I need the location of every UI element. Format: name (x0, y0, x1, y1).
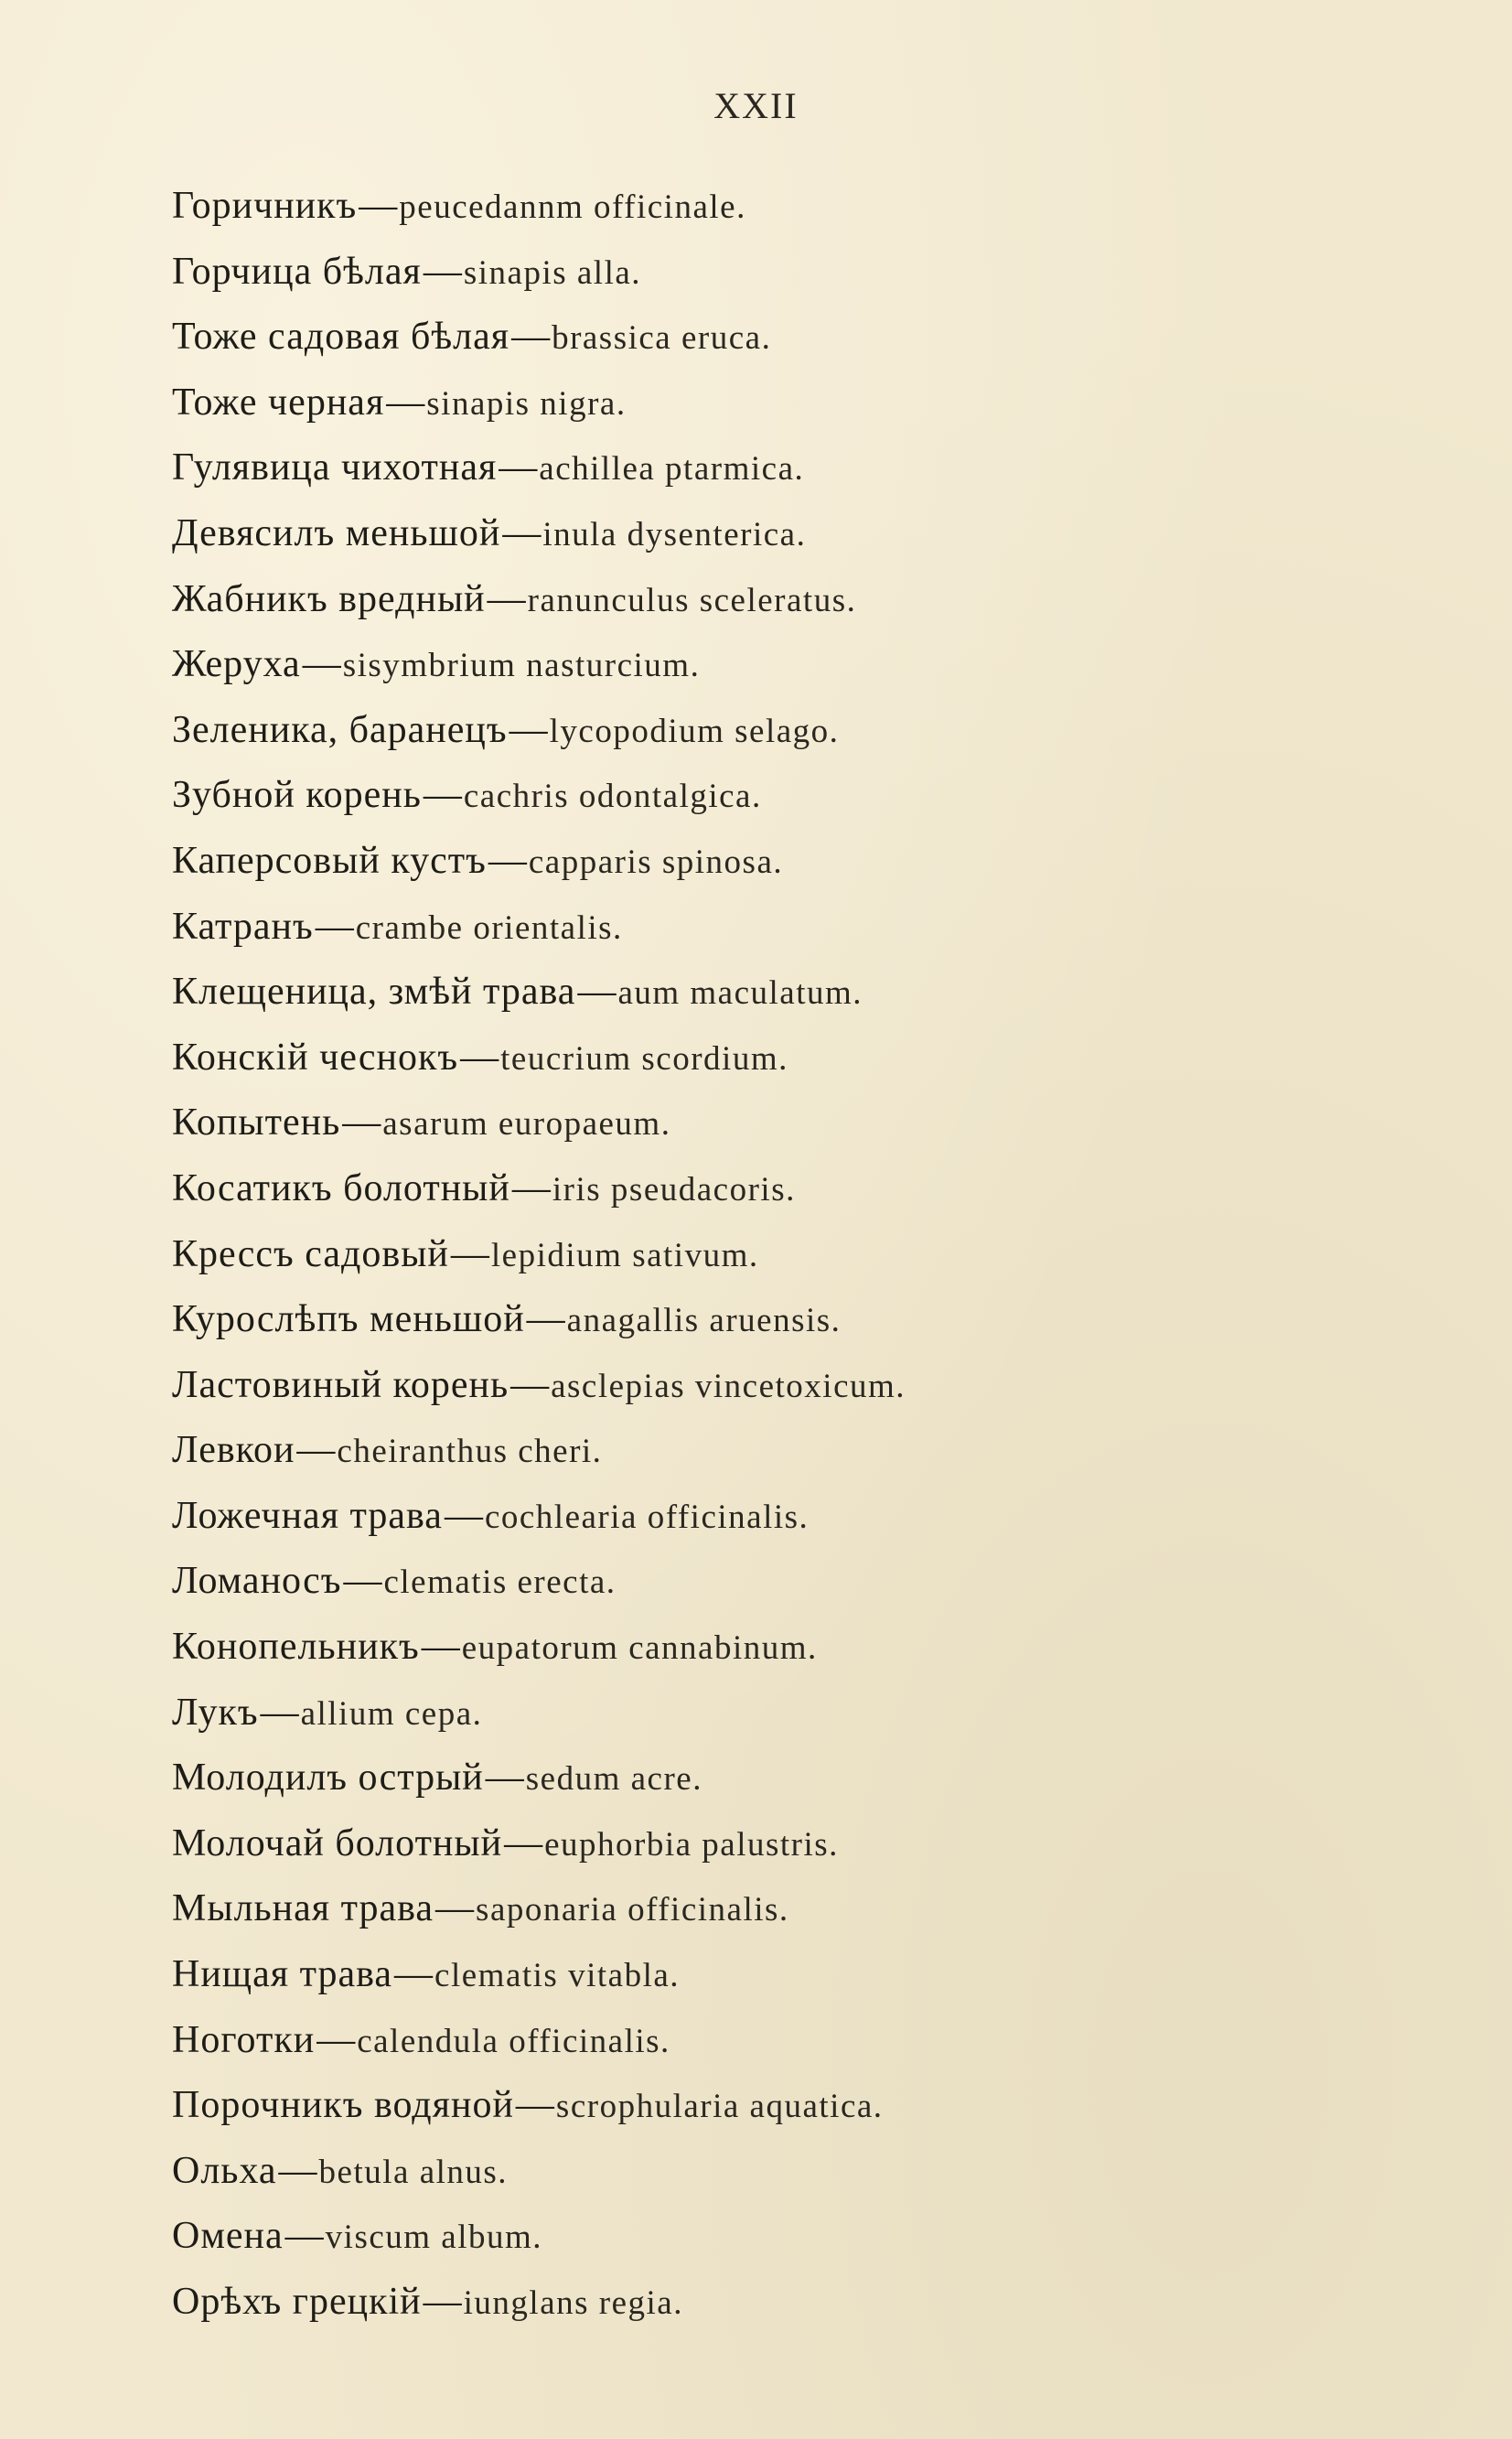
plant-entry (172, 960, 1361, 1026)
name-separator: — (315, 905, 354, 948)
name-separator: — (444, 1494, 483, 1537)
russian-name: Молочай болотный (172, 1821, 503, 1864)
name-separator: — (509, 708, 548, 751)
plant-entry (172, 371, 1361, 436)
name-separator: — (502, 511, 542, 554)
plant-entry (172, 763, 1361, 829)
plant-entry (172, 1942, 1361, 2008)
plant-entry (172, 1353, 1361, 1419)
plant-entry (172, 567, 1361, 633)
russian-name: Жабникъ вредный (172, 577, 486, 620)
plant-entry (172, 1876, 1361, 1942)
name-separator: — (510, 1363, 550, 1406)
plant-entry (172, 2204, 1361, 2270)
russian-name: Конскій чеснокъ (172, 1036, 459, 1079)
latin-name: sedum acre. (525, 1760, 702, 1799)
plant-entry (172, 698, 1361, 764)
latin-name: asarum europaeum. (382, 1105, 671, 1144)
name-separator: — (423, 2281, 462, 2323)
name-separator: — (488, 839, 527, 882)
name-separator: — (342, 1101, 381, 1144)
plant-entry (172, 1222, 1361, 1288)
name-separator: — (284, 2215, 324, 2258)
plant-name-list (172, 174, 1361, 2336)
name-separator: — (577, 971, 617, 1014)
russian-name: Нищая трава (172, 1953, 393, 1996)
name-separator: — (435, 1887, 475, 1930)
name-separator: — (504, 1821, 543, 1864)
name-separator: — (343, 1560, 382, 1603)
name-separator: — (421, 1626, 460, 1669)
russian-name: Крессъ садовый (172, 1232, 449, 1275)
plant-entry (172, 435, 1361, 501)
latin-name: sisymbrium nasturcium. (342, 647, 701, 685)
name-separator: — (359, 185, 398, 227)
latin-name: lepidium sativum. (490, 1236, 759, 1274)
latin-name: clematis erecta. (383, 1563, 617, 1602)
plant-entry (172, 1549, 1361, 1615)
latin-name: saponaria officinalis. (476, 1891, 789, 1929)
page-number: XXII (713, 85, 799, 126)
latin-name: cachris odontalgica. (463, 778, 762, 816)
latin-name: betula alnus. (318, 2153, 509, 2191)
russian-name: Каперсовый кустъ (172, 839, 487, 882)
russian-name: Ольха (172, 2149, 277, 2192)
latin-name: achillea ptarmica. (539, 450, 805, 489)
russian-name: Ложечная трава (172, 1494, 443, 1537)
russian-name: Конопельникъ (172, 1626, 420, 1669)
russian-name: Мыльная трава (172, 1887, 434, 1930)
latin-name: sinapis alla. (463, 253, 642, 292)
name-separator: — (296, 1429, 336, 1472)
russian-name: Левкои (172, 1429, 295, 1472)
russian-name: Девясилъ меньшой (172, 511, 501, 554)
latin-name: lycopodium selago. (549, 712, 840, 750)
russian-name: Ластовиный корень (172, 1363, 509, 1406)
russian-name: Омена (172, 2215, 284, 2258)
plant-entry (172, 174, 1361, 240)
russian-name: Жеруха (172, 643, 301, 686)
russian-name: Зеленика, баранецъ (172, 708, 508, 751)
latin-name: brassica eruca. (552, 319, 772, 358)
plant-entry (172, 2008, 1361, 2074)
latin-name: euphorbia palustris. (544, 1825, 839, 1864)
russian-name: Катранъ (172, 905, 314, 948)
plant-entry (172, 1091, 1361, 1156)
plant-entry (172, 1746, 1361, 1811)
plant-entry (172, 2270, 1361, 2336)
russian-name: Ломаносъ (172, 1560, 342, 1603)
name-separator: — (316, 2018, 356, 2061)
russian-name: Горичникъ (172, 185, 358, 227)
russian-name: Копытень (172, 1101, 341, 1144)
latin-name: crambe orientalis. (355, 908, 623, 947)
name-separator: — (423, 250, 462, 293)
russian-name: Горчица бѣлая (172, 250, 422, 293)
plant-entry (172, 240, 1361, 306)
name-separator: — (386, 381, 425, 424)
latin-name: peucedannm officinale. (399, 188, 746, 226)
russian-name: Зубной корень (172, 774, 422, 817)
name-separator: — (278, 2149, 317, 2192)
latin-name: iris pseudacoris. (552, 1170, 796, 1209)
russian-name: Ноготки (172, 2018, 316, 2061)
latin-name: teucrium scordium. (500, 1039, 788, 1078)
name-separator: — (487, 577, 526, 620)
plant-entry (172, 1287, 1361, 1353)
latin-name: cheiranthus cheri. (337, 1433, 603, 1471)
russian-name: Клещеница, змѣй трава (172, 971, 576, 1014)
plant-entry (172, 1681, 1361, 1746)
plant-entry (172, 2073, 1361, 2139)
name-separator: — (485, 1757, 524, 1800)
name-separator: — (511, 1166, 551, 1209)
plant-entry (172, 305, 1361, 371)
name-separator: — (450, 1232, 489, 1275)
name-separator: — (499, 446, 538, 489)
plant-entry (172, 1156, 1361, 1222)
latin-name: calendula officinalis. (357, 2022, 670, 2060)
russian-name: Порочникъ водяной (172, 2084, 514, 2127)
latin-name: aum maculatum. (617, 974, 863, 1013)
latin-name: viscum album. (325, 2219, 543, 2257)
plant-entry (172, 829, 1361, 895)
name-separator: — (460, 1036, 499, 1079)
plant-entry (172, 1811, 1361, 1877)
plant-entry (172, 1484, 1361, 1550)
russian-name: Молодилъ острый (172, 1757, 484, 1800)
latin-name: ranunculus sceleratus. (527, 581, 857, 619)
russian-name: Курослѣпъ меньшой (172, 1298, 525, 1341)
plant-entry (172, 1615, 1361, 1681)
latin-name: inula dysenterica. (542, 515, 807, 553)
name-separator: — (394, 1953, 434, 1996)
latin-name: allium cepa. (300, 1694, 483, 1733)
plant-entry (172, 895, 1361, 961)
latin-name: iunglans regia. (463, 2284, 683, 2322)
name-separator: — (302, 643, 341, 686)
latin-name: eupatorum cannabinum. (461, 1629, 818, 1668)
name-separator: — (526, 1298, 565, 1341)
latin-name: capparis spinosa. (528, 843, 784, 881)
name-separator: — (423, 774, 462, 817)
plant-entry (172, 2139, 1361, 2205)
name-separator: — (511, 316, 551, 359)
latin-name: cochlearia officinalis. (484, 1498, 810, 1536)
latin-name: sinapis nigra. (426, 384, 627, 423)
name-separator: — (515, 2084, 554, 2127)
russian-name: Тоже черная (172, 381, 385, 424)
plant-entry (172, 632, 1361, 698)
russian-name: Гулявица чихотная (172, 446, 498, 489)
russian-name: Косатикъ болотный (172, 1166, 510, 1209)
name-separator: — (260, 1691, 299, 1734)
plant-entry (172, 1418, 1361, 1484)
latin-name: asclepias vincetoxicum. (551, 1367, 906, 1405)
latin-name: anagallis aruensis. (566, 1302, 842, 1340)
russian-name: Тоже садовая бѣлая (172, 316, 510, 359)
plant-entry (172, 501, 1361, 567)
russian-name: Орѣхъ грецкій (172, 2281, 422, 2323)
russian-name: Лукъ (172, 1691, 259, 1734)
latin-name: scrophularia aquatica. (555, 2088, 884, 2126)
plant-entry (172, 1026, 1361, 1091)
latin-name: clematis vitabla. (434, 1957, 681, 1995)
